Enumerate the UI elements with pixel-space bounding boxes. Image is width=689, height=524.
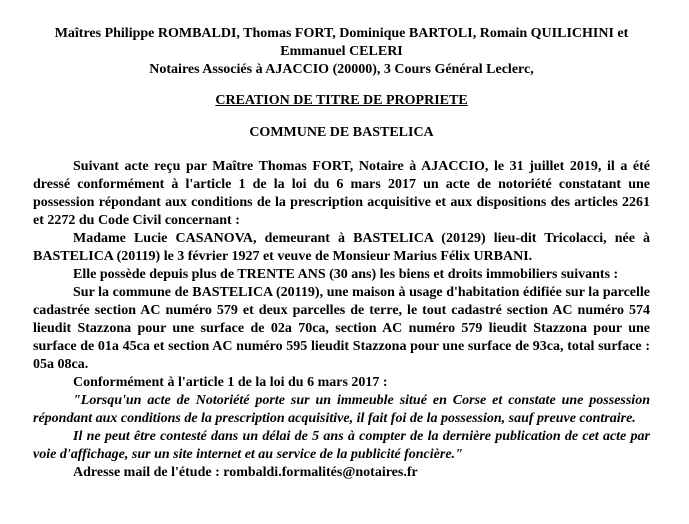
- paragraph-citation-loi-2: Il ne peut être contesté dans un délai de 5 ans à compter de la dernière publication de cet acte par voie d'affichage, sur un site internet et au service de la publicité foncière.": [33, 429, 650, 462]
- commune-subtitle: COMMUNE DE BASTELICA: [249, 125, 434, 140]
- paragraph-biens-cadastres: Sur la commune de BASTELICA (20119), une maison à usage d'habitation édifiée sur la parcelle cadastrée section AC numéro 579 et deux parcelles de terre, le tout cadastré section AC numéro 574 lieudit Stazzona pour une surface de 02a 70ca, section AC numéro 579 lieudit Stazzona pour une surface de 01a 45ca et section AC numéro 595 lieudit Stazzona pour une surface de 93ca, total surface : 05a 08ca.: [33, 285, 650, 372]
- document-header: [33, 25, 650, 79]
- notaires-names-line-2: Emmanuel CELERI: [280, 44, 403, 59]
- document-body: [33, 158, 650, 482]
- paragraph-possession-trente-ans: Elle possède depuis plus de TRENTE ANS (30 ans) les biens et droits immobiliers suivants :: [73, 267, 619, 282]
- notaires-names-line-1: Maîtres Philippe ROMBALDI, Thomas FORT, Dominique BARTOLI, Romain QUILICHINI et: [54, 26, 629, 41]
- paragraph-citation-loi-1: "Lorsqu'un acte de Notoriété porte sur un immeuble situé en Corse et constate une possession répondant aux conditions de la prescription acquisitive, il fait foi de la possession, sauf preuve contraire.: [33, 393, 650, 426]
- document-title: [33, 92, 650, 110]
- document-title-text: CREATION DE TITRE DE PROPRIETE: [215, 93, 468, 108]
- paragraph-adresse-mail: Adresse mail de l'étude : rombaldi.formalités@notaires.fr: [73, 465, 418, 480]
- paragraph-acte-notoriete: Suivant acte reçu par Maître Thomas FORT, Notaire à AJACCIO, le 31 juillet 2019, il a été dressé conformément à l'article 1 de la loi du 6 mars 2017 un acte de notoriété constatant une possession répondant aux conditions de la prescription acquisitive et aux dispositions des articles 2261 et 2272 du Code Civil concernant :: [33, 159, 650, 228]
- paragraph-madame-casanova: Madame Lucie CASANOVA, demeurant à BASTELICA (20129) lieu-dit Tricolacci, née à BASTELICA (20119) le 3 février 1927 et veuve de Monsieur Marius Félix URBANI.: [33, 231, 650, 264]
- office-address-line: Notaires Associés à AJACCIO (20000), 3 Cours Général Leclerc,: [149, 62, 534, 77]
- paragraph-conformement-loi: Conformément à l'article 1 de la loi du 6 mars 2017 :: [73, 375, 388, 390]
